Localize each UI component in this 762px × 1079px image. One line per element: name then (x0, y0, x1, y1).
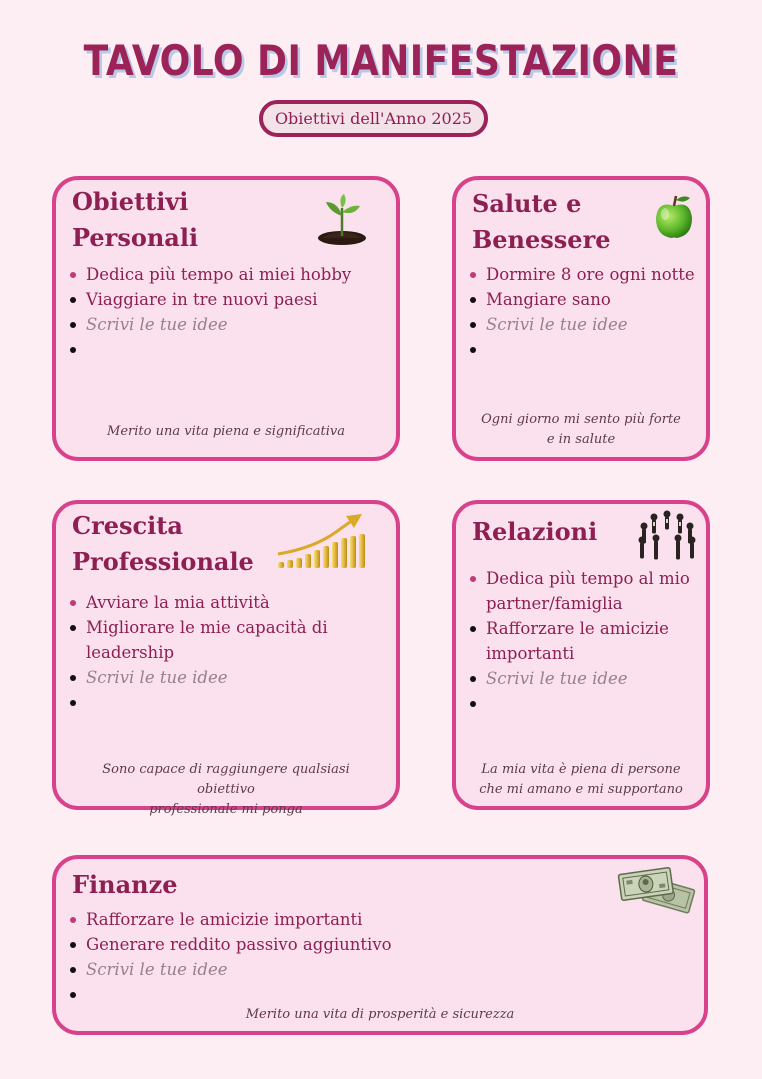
affirmation-line: Sono capace di raggiungere qualsiasi obiettivo (102, 762, 350, 797)
card-title-line: Professionale (72, 547, 254, 576)
card-personal-goals (52, 176, 400, 461)
card-title-line: Salute e (472, 189, 582, 218)
idea-placeholder[interactable]: Scrivi le tue idee (68, 312, 351, 337)
card-relationships (452, 500, 710, 810)
idea-placeholder[interactable]: Scrivi le tue idee (468, 666, 700, 691)
affirmation (56, 760, 396, 820)
list-item: Dormire 8 ore ogni notte (468, 262, 695, 287)
card-title-line: Crescita (72, 511, 183, 540)
growth-chart-icon (274, 510, 374, 572)
goal-list (68, 907, 392, 1007)
affirmation (456, 760, 706, 800)
card-title (472, 186, 610, 258)
green-apple-icon (652, 194, 696, 240)
card-title-line: Benessere (472, 225, 611, 254)
list-item: Dedica più tempo ai miei hobby (68, 262, 351, 287)
affirmation-line: Ogni giorno mi sento più forte (481, 412, 681, 427)
card-title (72, 508, 254, 580)
card-finances (52, 855, 708, 1035)
card-title (472, 514, 597, 550)
list-item: Migliorare le mie capacità di leadership (68, 615, 368, 665)
empty-list-item[interactable] (68, 690, 368, 715)
affirmation-line: Merito una vita piena e significativa (107, 424, 345, 439)
idea-placeholder[interactable]: Scrivi le tue idee (68, 957, 392, 982)
idea-placeholder[interactable]: Scrivi le tue idee (468, 312, 695, 337)
card-title-line: Finanze (72, 870, 178, 899)
affirmation (56, 1005, 704, 1025)
affirmation (456, 410, 706, 450)
card-health-wellness (452, 176, 710, 461)
idea-placeholder[interactable]: Scrivi le tue idee (68, 665, 368, 690)
list-item: Avviare la mia attività (68, 590, 368, 615)
affirmation-line: che mi amano e mi supportano (479, 782, 683, 797)
card-title-line: Relazioni (472, 517, 598, 546)
list-item: Viaggiare in tre nuovi paesi (68, 287, 351, 312)
empty-list-item[interactable] (468, 691, 700, 716)
people-circle-icon (636, 508, 698, 566)
affirmation-line: professionale mi ponga (149, 802, 303, 817)
goal-list (468, 262, 695, 362)
card-title (72, 867, 178, 903)
year-subtitle-badge: Obiettivi dell'Anno 2025 (259, 100, 488, 137)
affirmation-line: e in salute (546, 432, 616, 447)
card-professional-growth (52, 500, 400, 817)
card-title (72, 184, 198, 256)
empty-list-item[interactable] (68, 982, 392, 1007)
list-item: Dedica più tempo al mio partner/famiglia (468, 566, 700, 616)
list-item: Rafforzare le amicizie importanti (468, 616, 700, 666)
goal-list (68, 590, 368, 715)
card-title-line: Obiettivi (72, 187, 189, 216)
goal-list (468, 566, 700, 716)
card-title-line: Personali (72, 223, 199, 252)
goal-list (68, 262, 351, 362)
sprout-icon (314, 190, 370, 246)
list-item: Rafforzare le amicizie importanti (68, 907, 392, 932)
list-item: Generare reddito passivo aggiuntivo (68, 932, 392, 957)
affirmation-line: La mia vita è piena di persone (481, 762, 681, 777)
empty-list-item[interactable] (68, 337, 351, 362)
page-title: TAVOLO DI MANIFESTAZIONE (83, 36, 679, 85)
affirmation-line: Merito una vita di prosperità e sicurezza (245, 1007, 515, 1022)
list-item: Mangiare sano (468, 287, 695, 312)
empty-list-item[interactable] (468, 337, 695, 362)
money-bills-icon (616, 863, 696, 919)
affirmation (56, 422, 396, 442)
